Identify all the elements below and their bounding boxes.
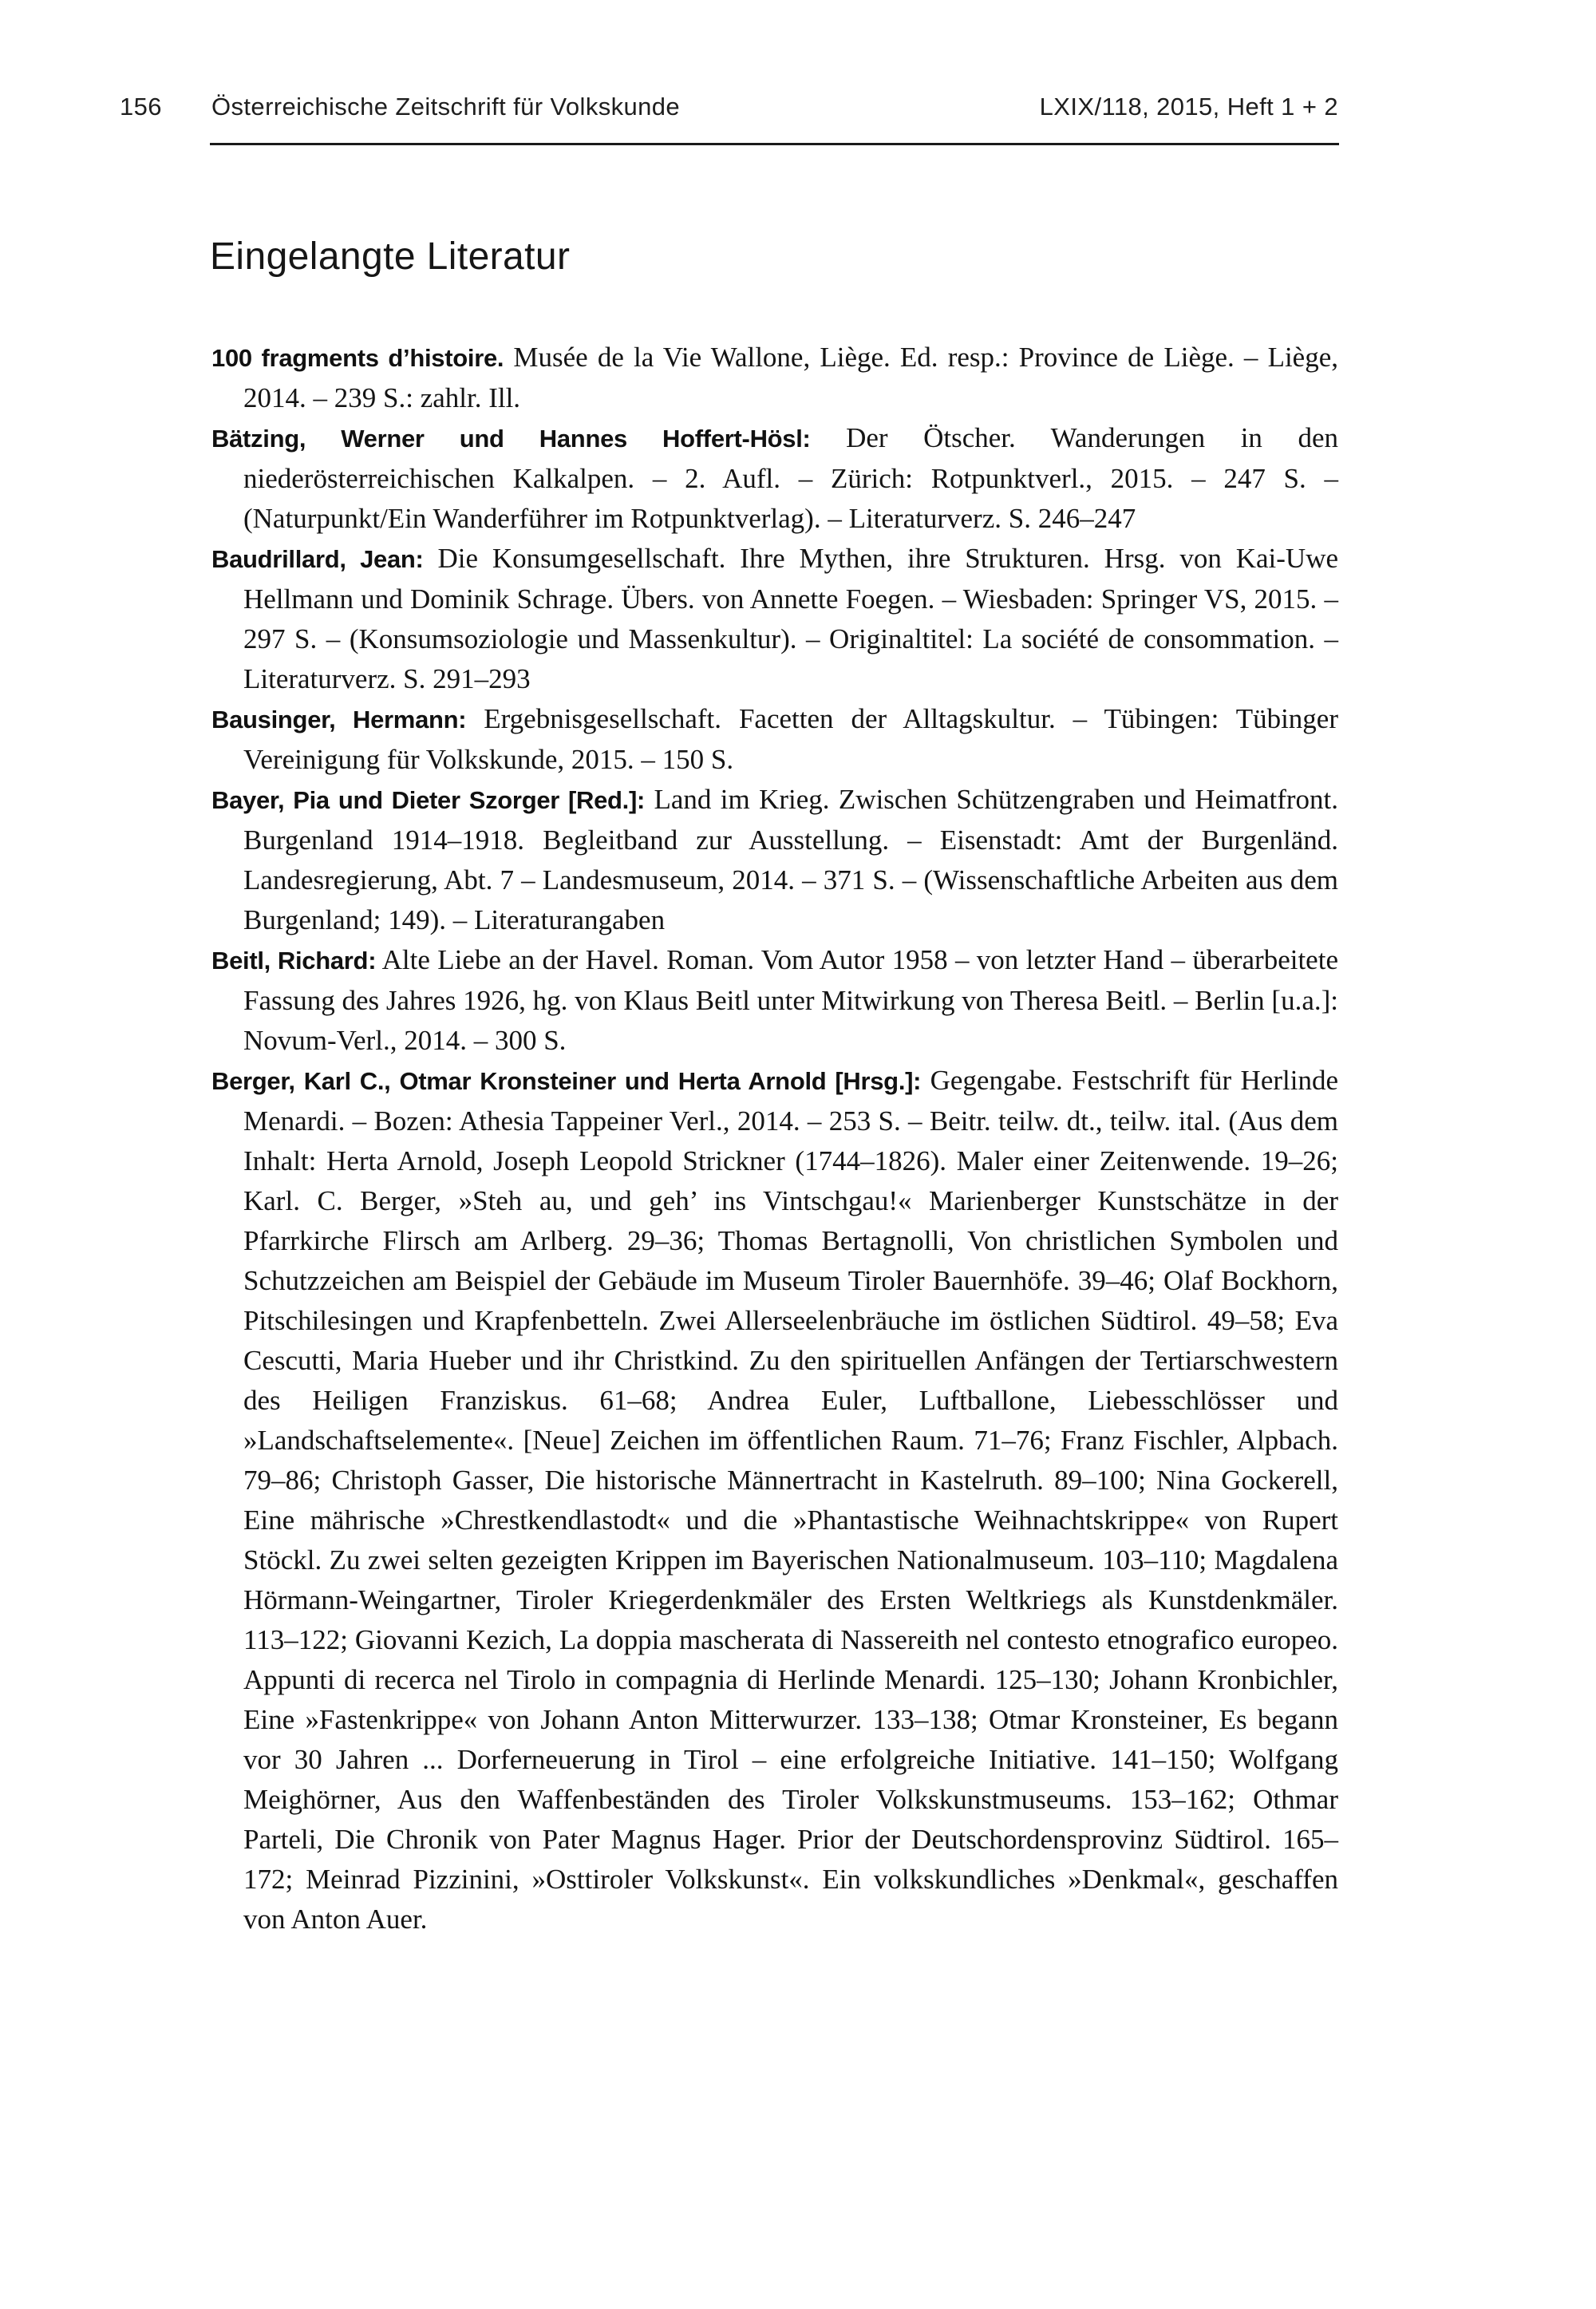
entry-author: Baudrillard, Jean: — [211, 545, 424, 573]
bibliography-entry — [211, 699, 1338, 780]
page-number: 156 — [120, 93, 162, 121]
issue-info: LXIX/118, 2015, Heft 1 + 2 — [1039, 93, 1338, 121]
header-rule — [210, 143, 1339, 145]
entry-author: Bätzing, Werner und Hannes Hoffert-Hösl: — [211, 425, 811, 453]
bibliography-entry — [211, 1061, 1338, 1939]
running-head — [0, 93, 1596, 128]
section-title: Eingelangte Literatur — [210, 235, 571, 279]
entry-details: Die Konsumgesellschaft. Ihre Mythen, ihre Strukturen. Hrsg. von Kai-Uwe Hellmann und Dominik Schrage. Übers. von Annette Foegen. – Wiesbaden: Springer VS, 2015. – 297 S. – (Konsumsoziologie und Massenkultur). – Originaltitel: La société de consommation. – Literaturverz. S. 291–293 — [243, 543, 1338, 694]
bibliography-entry — [211, 539, 1338, 699]
bibliography-entry — [211, 780, 1338, 940]
bibliography-entry — [211, 940, 1338, 1061]
entry-details: Ergebnisgesellschaft. Facetten der Alltagskultur. – Tübingen: Tübinger Vereinigung für Volkskunde, 2015. – 150 S. — [243, 703, 1338, 775]
bibliography-entry — [211, 338, 1338, 418]
entry-details: Land im Krieg. Zwischen Schützengraben und Heimatfront. Burgenland 1914–1918. Begleitband zur Ausstellung. – Eisenstadt: Amt der Burgenländ. Landesregierung, Abt. 7 – Landesmuseum, 2014. – 371 S. – (Wissenschaftliche Arbeiten aus dem Burgenland; 149). – Literaturangaben — [243, 784, 1339, 935]
entry-details: Gegengabe. Festschrift für Herlinde Menardi. – Bozen: Athesia Tappeiner Verl., 2014. – 253 S. – Beitr. teilw. dt., teilw. ital. (Aus dem Inhalt: Herta Arnold, Joseph Leopold Strickner (1744–1826). Maler einer Zeitenwende. 19–26; Karl. C. Berger, »Steh au, und geh’ ins Vintschgau!« Marienberger Kunstschätze in der Pfarrkirche Flirsch am Arlberg. 29–36; Thomas Bertagnolli, Von christlichen Symbolen und Schutzzeichen am Beispiel der Gebäude im Museum Tiroler Bauernhöfe. 39–46; Olaf Bockhorn, Pitschilesingen und Krapfenbetteln. Zwei Allerseelenbräuche im östlichen Südtirol. 49–58; Eva Cescutti, Maria Hueber und ihr Christkind. Zu den spirituellen Anfängen der Tertiarschwestern des Heiligen Franziskus. 61–68; Andrea Euler, Luftballone, Liebesschlösser und »Landschaftselemente«. [Neue] Zeichen im öffentlichen Raum. 71–76; Franz Fischler, Alpbach. 79–86; Christoph Gasser, Die historische Männertracht in Kastelruth. 89–100; Nina Gockerell, Eine mährische »Chrestkendlastodt« und die »Phantastische Weihnachtskrippe« von Rupert Stöckl. Zu zwei selten gezeigten Krippen im Bayerischen Nationalmuseum. 103–110; Magdalena Hörmann-Weingartner, Tiroler Kriegerdenkmäler des Ersten Weltkriegs als Kunstdenkmäler. 113–122; Giovanni Kezich, La doppia mascherata di Nassereith nel contesto etnografico europeo. Appunti di recerca nel Tirolo in compagnia di Herlinde Menardi. 125–130; Johann Kronbichler, Eine »Fastenkrippe« von Johann Anton Mitterwurzer. 133–138; Otmar Kronsteiner, Es begann vor 30 Jahren ... Dorferneuerung in Tirol – eine erfolgreiche Initiative. 141–150; Wolfgang Meighörner, Aus den Waffenbeständen des Tiroler Volkskunstmuseums. 153–162; Othmar Parteli, Die Chronik von Pater Magnus Hager. Prior der Deutschordensprovinz Südtirol. 165–172; Meinrad Pizzinini, »Osttiroler Volkskunst«. Ein volkskundliches »Denkmal«, geschaffen von Anton Auer. — [243, 1065, 1338, 1935]
entry-details: Musée de la Vie Wallone, Liège. Ed. resp.: Province de Liège. – Liège, 2014. – 239 S.: zahlr. Ill. — [243, 342, 1338, 413]
bibliography-entry — [211, 418, 1338, 539]
entry-author: Beitl, Richard: — [211, 947, 377, 975]
journal-title: Österreichische Zeitschrift für Volkskunde — [211, 93, 681, 121]
entry-details: Der Ötscher. Wanderungen in den niederösterreichischen Kalkalpen. – 2. Aufl. – Zürich: Rotpunktverl., 2015. – 247 S. – (Naturpunkt/Ein Wanderführer im Rotpunktverlag). – Literaturverz. S. 246–247 — [243, 422, 1338, 534]
bibliography-list — [211, 338, 1338, 1939]
entry-author: Bausinger, Hermann: — [211, 706, 467, 733]
entry-author: Bayer, Pia und Dieter Szorger [Red.]: — [211, 786, 646, 814]
entry-details: Alte Liebe an der Havel. Roman. Vom Autor 1958 – von letzter Hand – überarbeitete Fassung des Jahres 1926, hg. von Klaus Beitl unter Mitwirkung von Theresa Beitl. – Berlin [u.a.]: Novum-Verl., 2014. – 300 S. — [243, 944, 1338, 1056]
entry-author: 100 fragments d’histoire. — [211, 344, 504, 372]
entry-author: Berger, Karl C., Otmar Kronsteiner und Herta Arnold [Hrsg.]: — [211, 1067, 922, 1095]
